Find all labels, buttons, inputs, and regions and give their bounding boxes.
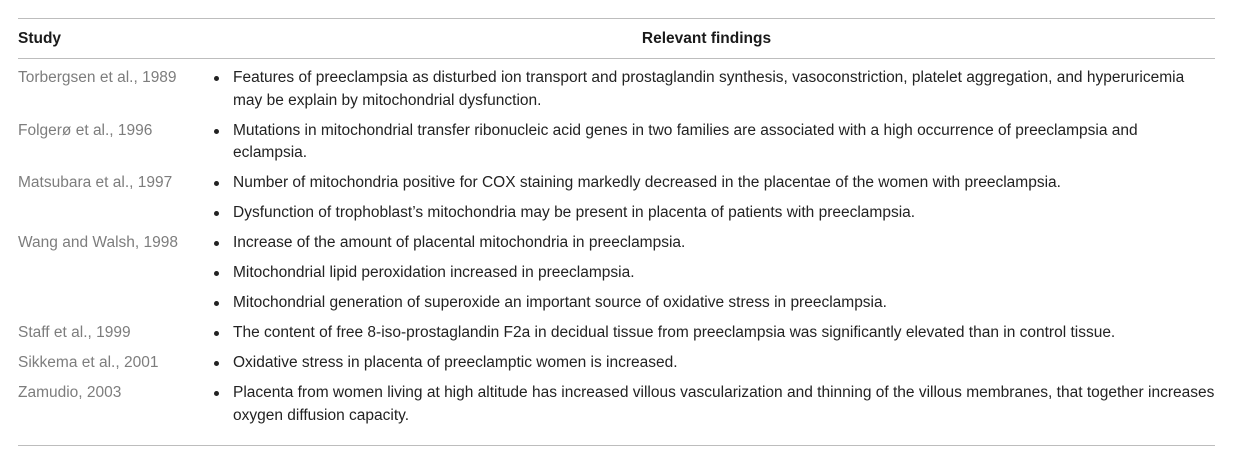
findings-cell: [214, 232, 1215, 322]
table-header: [18, 19, 1215, 58]
bullet-icon: [214, 67, 233, 112]
bullet-icon: [214, 262, 233, 285]
finding-text: The content of free 8-iso-prostaglandin F2a in decidual tissue from preeclampsia was significantly elevated than in control tissue.: [233, 324, 1116, 341]
finding-text: Mitochondrial generation of superoxide an important source of oxidative stress in preeclampsia.: [233, 294, 887, 311]
table-row: [18, 172, 1215, 232]
bullet-icon: [214, 232, 233, 255]
findings-cell: [214, 352, 1215, 382]
study-cell: Matsubara et al., 1997: [18, 174, 173, 191]
bullet-icon: [214, 202, 233, 225]
finding-item: [214, 172, 1215, 195]
finding-text: Number of mitochondria positive for COX staining markedly decreased in the placentae of the women with preeclampsia.: [233, 174, 1061, 191]
finding-item: [214, 120, 1215, 165]
bullet-icon: [214, 292, 233, 315]
study-cell: Zamudio, 2003: [18, 384, 122, 401]
finding-text: Dysfunction of trophoblast’s mitochondria may be present in placenta of patients with preeclampsia.: [233, 204, 916, 221]
table-row: [18, 232, 1215, 322]
table-bottom-rule: [18, 445, 1215, 446]
table-row: [18, 382, 1215, 435]
bullet-icon: [214, 352, 233, 375]
findings-cell: [214, 382, 1215, 435]
table-row: [18, 120, 1215, 173]
table-row: [18, 67, 1215, 120]
bullet-icon: [214, 322, 233, 345]
finding-item: [214, 352, 1215, 375]
finding-item: [214, 292, 1215, 315]
finding-text: Oxidative stress in placenta of preeclamptic women is increased.: [233, 354, 678, 371]
findings-cell: [214, 322, 1215, 352]
table-row: [18, 352, 1215, 382]
bullet-icon: [214, 382, 233, 427]
finding-text: Increase of the amount of placental mitochondria in preeclampsia.: [233, 234, 686, 251]
study-cell: Torbergsen et al., 1989: [18, 69, 177, 86]
finding-item: [214, 232, 1215, 255]
finding-item: [214, 262, 1215, 285]
study-cell: Sikkema et al., 2001: [18, 354, 159, 371]
finding-item: [214, 67, 1215, 112]
finding-item: [214, 202, 1215, 225]
header-findings: Relevant findings: [641, 29, 772, 47]
table-row: [18, 322, 1215, 352]
finding-item: [214, 382, 1215, 427]
findings-cell: [214, 67, 1215, 120]
findings-table: [18, 18, 1215, 446]
finding-item: [214, 322, 1215, 345]
finding-text: Placenta from women living at high altitude has increased villous vascularization and thinning of the villous membranes, that together increases oxygen diffusion capacity.: [233, 384, 1215, 424]
findings-cell: [214, 172, 1215, 232]
study-cell: Folgerø et al., 1996: [18, 121, 153, 139]
study-cell: Wang and Walsh, 1998: [18, 234, 178, 251]
study-cell: Staff et al., 1999: [18, 324, 131, 341]
finding-text: Features of preeclampsia as disturbed ion transport and prostaglandin synthesis, vasoconstriction, platelet aggregation, and hyperuricemia may be explain by mitochondrial dysfunction.: [233, 69, 1185, 109]
finding-text: Mitochondrial lipid peroxidation increased in preeclampsia.: [233, 264, 635, 281]
bullet-icon: [214, 120, 233, 165]
header-study: Study: [18, 29, 62, 47]
finding-text: Mutations in mitochondrial transfer ribonucleic acid genes in two families are associated with a high occurrence of preeclampsia and eclampsia.: [233, 121, 1138, 161]
table-body: [18, 59, 1215, 445]
findings-cell: [214, 120, 1215, 173]
bullet-icon: [214, 172, 233, 195]
